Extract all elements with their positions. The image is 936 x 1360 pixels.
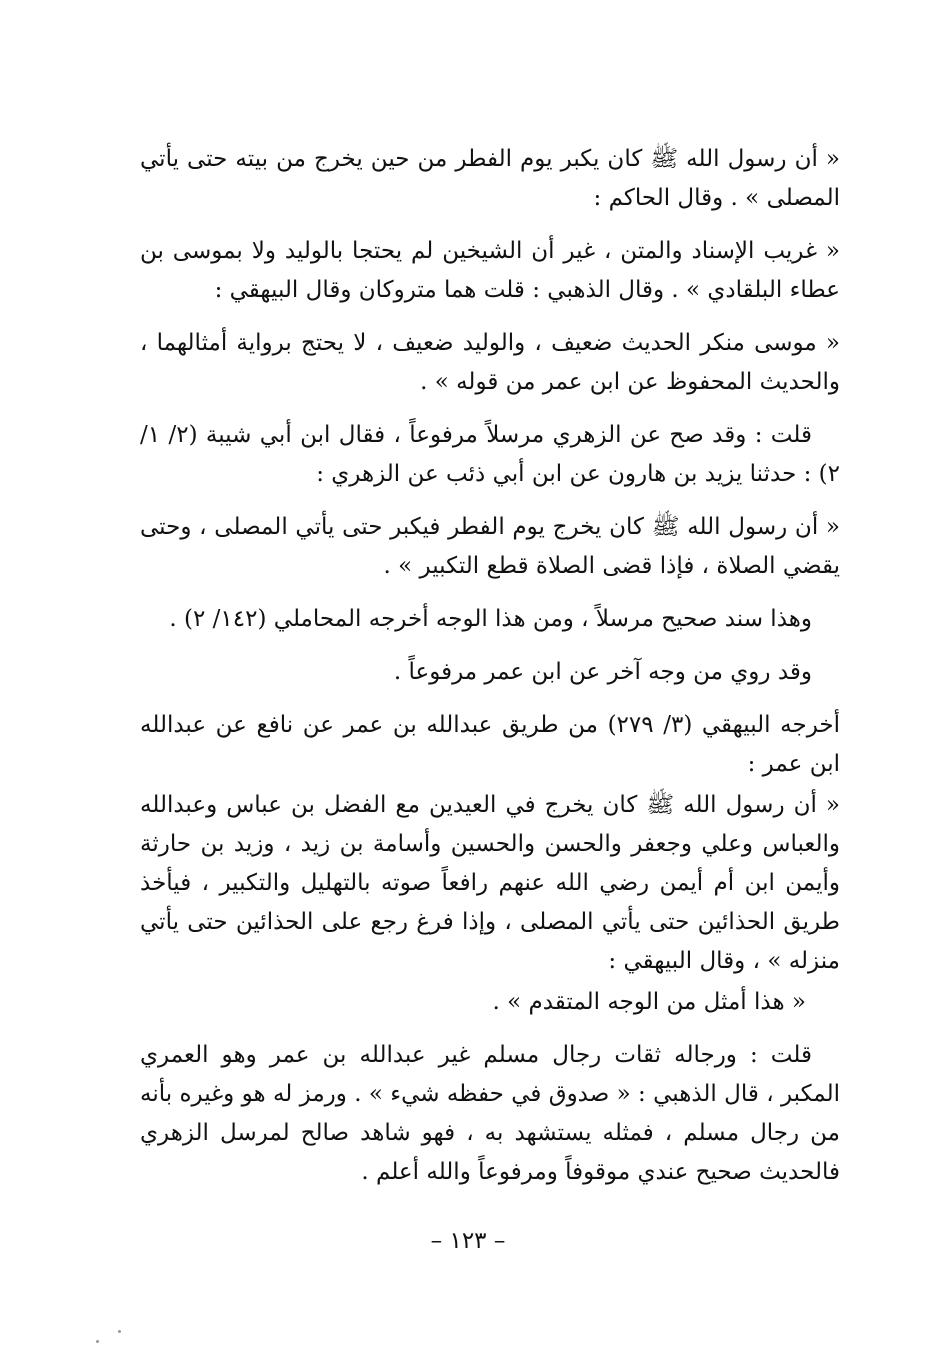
paragraph-bayhaqi-source: أخرجه البيهقي (٣/ ٢٧٩) من طريق عبدالله بن عمر عن نافع عن عبدالله ابن عمر : bbox=[140, 712, 840, 777]
page-body bbox=[140, 140, 840, 1206]
paragraph-conclusion: قلت : ورجاله ثقات رجال مسلم غير عبدالله بن عمر وهو العمري المكبر ، قال الذهبي : « صدوق في حفظه شيء » . ورمز له هو وغيره بأنه من رجال مسلم ، فمثله يستشهد به ، فهو شاهد صالح لمرسل الزهري فالحديث صحيح عندي موقوفاً ومرفوعاً والله أعلم . bbox=[140, 1042, 840, 1185]
paragraph-zuhri-text: « أن رسول الله ﷺ كان يخرج يوم الفطر فيكبر حتى يأتي المصلى ، وحتى يقضي الصلاة ، فإذا قضى الصلاة قطع التكبير » . bbox=[140, 514, 840, 579]
paragraph-hakim-comment: « غريب الإسناد والمتن ، غير أن الشيخين لم يحتجا بالوليد ولا بموسى بن عطاء البلقادي » . وقال الذهبي : قلت هما متروكان وقال البيهقي : bbox=[140, 238, 840, 303]
scan-speck bbox=[96, 1340, 99, 1343]
paragraph-bayhaqi-comment: « موسى منكر الحديث ضعيف ، والوليد ضعيف ، لا يحتج برواية أمثالهما ، والحديث المحفوظ عن ابن عمر من قوله » . bbox=[140, 330, 840, 395]
paragraph-bayhaqi-verdict: « هذا أمثل من الوجه المتقدم » . bbox=[492, 989, 806, 1015]
paragraph-hadith-quote: « أن رسول الله ﷺ كان يكبر يوم الفطر من حين يخرج من بيته حتى يأتي المصلى » . وقال الحاكم : bbox=[140, 146, 840, 211]
scan-speck bbox=[118, 1330, 121, 1333]
paragraph-sanad-note: وهذا سند صحيح مرسلاً ، ومن هذا الوجه أخرجه المحاملي (١٤٢/ ٢) . bbox=[169, 606, 812, 632]
paragraph-eid-hadith: « أن رسول الله ﷺ كان يخرج في العيدين مع الفضل بن عباس وعبدالله والعباس وعلي وجعفر والحسن والحسين وأسامة بن زيد ، وزيد بن حارثة وأيمن ابن أم أيمن رضي الله عنهم رافعاً صوته بالتهليل والتكبير ، فيأخذ طريق الحذائين حتى يأتي المصلى ، وإذا فرغ رجع على الحذائين حتى يأتي منزله » ، وقال البيهقي : bbox=[140, 792, 840, 974]
paragraph-other-route: وقد روي من وجه آخر عن ابن عمر مرفوعاً . bbox=[393, 659, 812, 685]
paragraph-zuhri-mursal: قلت : وقد صح عن الزهري مرسلاً مرفوعاً ، فقال ابن أبي شيبة (٢/ ١/ ٢) : حدثنا يزيد بن هارون عن ابن أبي ذئب عن الزهري : bbox=[140, 422, 840, 487]
page-number: – ١٢٣ – bbox=[430, 1228, 506, 1254]
